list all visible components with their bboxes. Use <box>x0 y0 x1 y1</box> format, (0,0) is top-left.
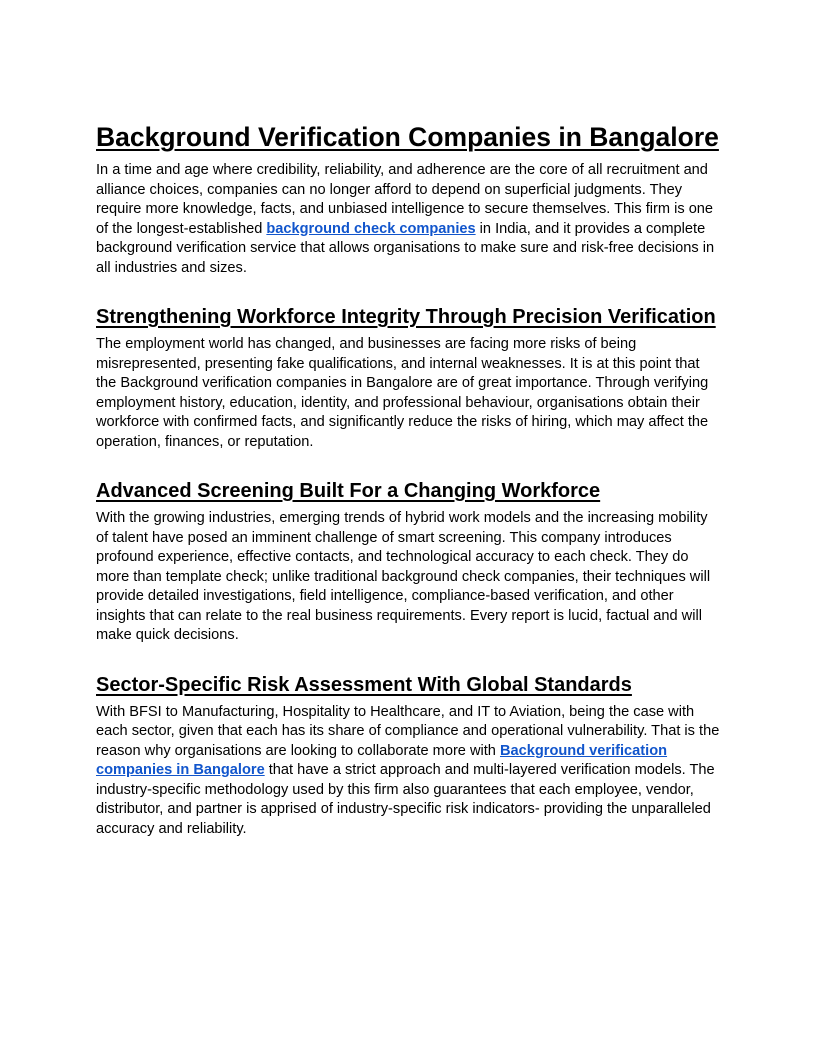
background-verification-bangalore-link[interactable]: Background verification companies in Bangalore <box>96 742 668 778</box>
section-spacer <box>96 646 720 672</box>
intro-text-before-link: In a time and age where credibility, reliability, and adherence are the core of all recruitment and alliance choices, companies can no longer afford to depend on superficial judgments. They require more knowledge, facts, and unbiased intelligence to secure themselves. This firm is one of the longest-established <box>96 162 714 237</box>
intro-text-after-link: in India, and it provides a complete background verification service that allows organisations to make sure and risk-free decisions in all industries and sizes. <box>96 220 715 276</box>
section-heading-advanced-screening: Advanced Screening Built For a Changing Workforce <box>96 480 601 502</box>
section-body-advanced-screening: With the growing industries, emerging trends of hybrid work models and the increasing mobility of talent have posed an imminent challenge of smart screening. This company introduces profound experience, effective contacts, and technological accuracy to each check. They do more than template check; unlike traditional background check companies, their techniques will provide detailed investigations, field intelligence, compliance-based verification, and other insights that can relate to the real business requirements. Every report is lucid, factual and will make quick decisions. <box>96 510 711 643</box>
document-page <box>96 119 720 839</box>
section-heading-workforce-integrity: Strengthening Workforce Integrity Through Precision Verification <box>96 306 716 328</box>
sector-text-after-link: that have a strict approach and multi-layered verification models. The industry-specific methodology used by this firm also guarantees that each employee, vendor, distributor, and partner is apprised of industry-specific risk indicators- providing the unparalleled accuracy and reliability. <box>96 762 715 837</box>
section-body-sector-specific <box>96 703 720 840</box>
section-spacer <box>96 452 720 478</box>
background-check-companies-link[interactable]: background check companies <box>266 220 476 237</box>
section-spacer <box>96 278 720 304</box>
intro-paragraph <box>96 161 720 278</box>
section-body-workforce-integrity: The employment world has changed, and businesses are facing more risks of being misrepresented, presenting fake qualifications, and internal weaknesses. It is at this point that the Background verification companies in Bangalore are of great importance. Through verifying employment history, education, identity, and professional behaviour, organisations obtain their workforce with confirmed facts, and significantly reduce the risks of hiring, which may affect the operation, finances, or reputation. <box>96 336 709 450</box>
sector-text-before-link: With BFSI to Manufacturing, Hospitality to Healthcare, and IT to Aviation, being the case with each sector, given that each has its share of compliance and operational vulnerability. That is the reason why organisations are looking to collaborate more with <box>96 703 720 759</box>
section-heading-sector-specific: Sector-Specific Risk Assessment With Global Standards <box>96 673 632 696</box>
page-title: Background Verification Companies in Bangalore <box>96 122 719 152</box>
